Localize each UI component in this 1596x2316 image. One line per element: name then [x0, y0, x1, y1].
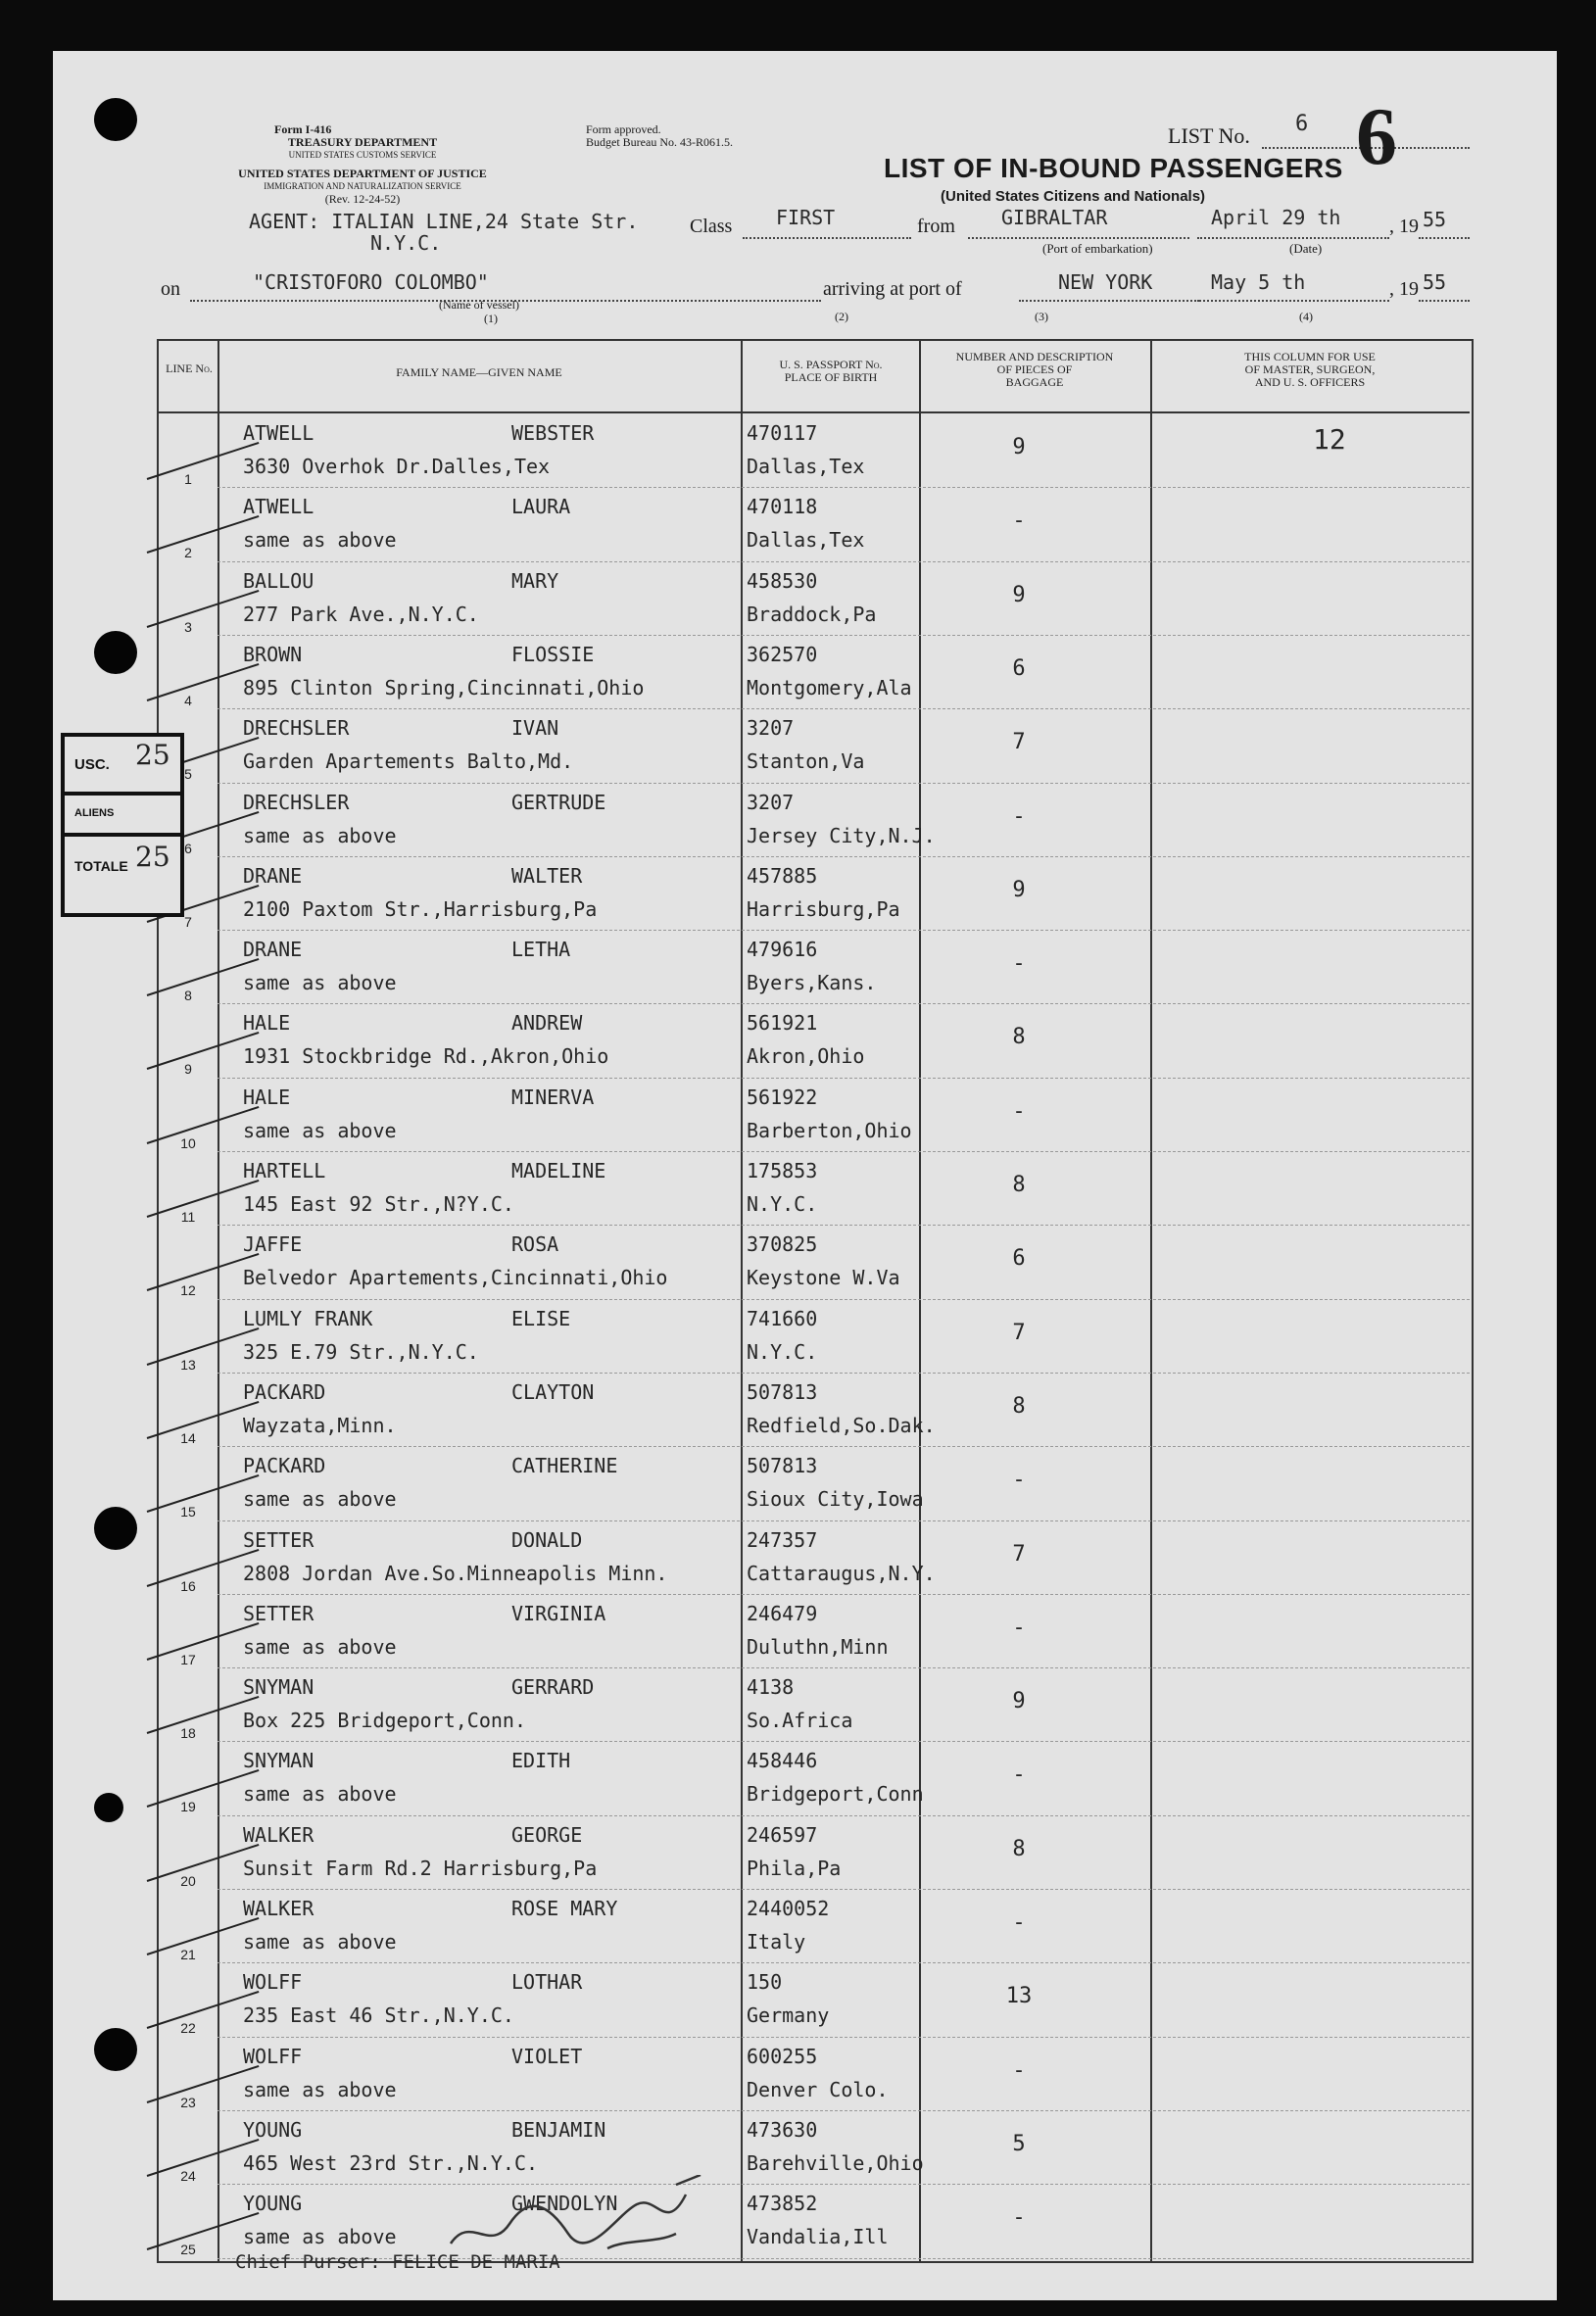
line-number: 10: [180, 1134, 196, 1151]
passport-number: 246479: [747, 1601, 818, 1625]
given-name: ROSA: [511, 1232, 559, 1257]
family-name: DRECHSLER: [243, 790, 350, 814]
family-name: WALKER: [243, 1897, 314, 1920]
given-name: LOTHAR: [511, 1970, 583, 1995]
row-divider: [218, 1594, 1470, 1595]
passport-number: 561922: [747, 1085, 818, 1109]
passport-number: 507813: [747, 1454, 818, 1478]
passport-number: 473630: [747, 2117, 818, 2142]
home-address: 895 Clinton Spring,Cincinnati,Ohio: [243, 675, 645, 700]
family-name: WOLFF: [243, 2044, 303, 2068]
baggage-count: 8: [1012, 1173, 1026, 1197]
on-label: on: [161, 278, 180, 300]
given-name: ANDREW: [511, 1011, 583, 1036]
baggage-header-line2: OF PIECES OF: [996, 362, 1073, 376]
baggage-header-line3: BAGGAGE: [1005, 375, 1064, 389]
passport-header-line1: U. S. PASSPORT No.: [779, 358, 883, 371]
baggage-count: 7: [1012, 1320, 1026, 1345]
family-name: DRANE: [243, 938, 303, 962]
line-number: 6: [184, 840, 192, 856]
row-divider: [218, 1741, 1470, 1742]
place-of-birth: Braddock,Pa: [747, 602, 877, 626]
port-of-embarkation: GIBRALTAR: [1001, 206, 1108, 229]
passport-number: 4138: [747, 1675, 795, 1700]
home-address: Garden Apartements Balto,Md.: [243, 749, 574, 774]
given-name: GEORGE: [511, 1822, 583, 1847]
baggage-count: 9: [1012, 1689, 1026, 1714]
baggage-count: -: [1012, 2205, 1026, 2231]
port-embarkation-caption: (Port of embarkation): [1042, 241, 1153, 256]
line-number: 24: [180, 2167, 196, 2184]
vessel-caption: (Name of vessel): [439, 298, 519, 312]
place-of-birth: Bridgeport,Conn: [747, 1782, 924, 1807]
list-number-label: LIST No.: [1168, 123, 1250, 148]
document-subtitle: (United States Citizens and Nationals): [941, 188, 1206, 205]
officers-header-line3: AND U. S. OFFICERS: [1254, 375, 1366, 389]
place-of-birth: Montgomery,Ala: [747, 675, 912, 700]
row-divider: [218, 708, 1470, 709]
passenger-table: [157, 339, 1474, 2263]
place-of-birth: Denver Colo.: [747, 2077, 889, 2101]
line-number: 18: [180, 1725, 196, 1742]
caption-1: (1): [484, 312, 498, 325]
line-number: 1: [184, 471, 192, 487]
given-name: EDITH: [511, 1749, 571, 1773]
given-name: FLOSSIE: [511, 642, 595, 666]
arrival-date-line: [1199, 300, 1389, 302]
row-divider: [218, 2110, 1470, 2111]
home-address: same as above: [243, 528, 397, 553]
family-name: SNYMAN: [243, 1675, 314, 1700]
home-address: Sunsit Farm Rd.2 Harrisburg,Pa: [243, 1856, 598, 1880]
place-of-birth: Sioux City,Iowa: [747, 1487, 924, 1512]
embark-year-prefix: , 19: [1389, 216, 1419, 237]
line-number: 8: [184, 988, 192, 1004]
place-of-birth: Keystone W.Va: [747, 1266, 900, 1290]
class-field-line: [743, 237, 911, 239]
passport-number: 362570: [747, 642, 818, 666]
baggage-count: 9: [1012, 435, 1026, 459]
arrival-port: NEW YORK: [1058, 270, 1153, 294]
line-number: 21: [180, 1947, 196, 1962]
row-divider: [218, 635, 1470, 636]
baggage-count: 8: [1012, 1393, 1026, 1419]
home-address: 3630 Overhok Dr.Dalles,Tex: [243, 455, 551, 478]
form-approval: [586, 123, 733, 149]
passport-number: 458446: [747, 1749, 818, 1773]
row-divider: [218, 561, 1470, 562]
stamp-total-value: 25: [135, 841, 170, 873]
place-of-birth: Dallas,Tex: [747, 528, 865, 553]
given-name: GERTRUDE: [511, 790, 606, 814]
form-agency-block: [157, 123, 568, 206]
row-divider: [218, 1446, 1470, 1447]
row-divider: [218, 1667, 1470, 1668]
place-of-birth: Germany: [747, 2003, 830, 2028]
family-name: WOLFF: [243, 1970, 303, 1995]
baggage-count: -: [1012, 951, 1026, 977]
arrival-year-line: [1419, 300, 1470, 302]
row-divider: [218, 1520, 1470, 1521]
given-name: WEBSTER: [511, 421, 595, 445]
arriving-label: arriving at port of: [823, 278, 962, 300]
line-number: 22: [180, 2020, 196, 2037]
stamp-usc-label: USC.: [74, 756, 110, 773]
row-divider: [218, 856, 1470, 857]
vessel-name: "CRISTOFORO COLOMBO": [253, 270, 489, 294]
place-of-birth: Italy: [747, 1930, 806, 1954]
given-name: MINERVA: [511, 1085, 595, 1109]
line-number: 15: [180, 1504, 196, 1520]
line-number: 5: [184, 766, 192, 783]
passport-number: 470117: [747, 421, 818, 445]
col-header-line-no: LINE No.: [166, 362, 213, 375]
baggage-count: 8: [1012, 1836, 1026, 1861]
row-divider: [218, 1299, 1470, 1300]
passport-number: 741660: [747, 1306, 818, 1330]
place-of-birth: Vandalia,Ill: [747, 2225, 889, 2249]
passport-number: 370825: [747, 1232, 818, 1257]
class-label: Class: [690, 216, 733, 237]
line-number: 19: [180, 1799, 196, 1815]
baggage-count: 7: [1012, 730, 1026, 755]
given-name: LETHA: [511, 938, 571, 962]
passport-number: 175853: [747, 1159, 818, 1182]
line-number: 9: [184, 1061, 192, 1078]
home-address: 145 East 92 Str.,N?Y.C.: [243, 1192, 514, 1216]
col-header-name: FAMILY NAME—GIVEN NAME: [396, 365, 562, 379]
officers-header-line2: OF MASTER, SURGEON,: [1244, 362, 1376, 376]
family-name: HARTELL: [243, 1159, 326, 1182]
officers-header-line1: THIS COLUMN FOR USE: [1244, 350, 1376, 363]
given-name: GWENDOLYN: [511, 2192, 618, 2216]
col-divider: [218, 339, 219, 2261]
given-name: VIOLET: [511, 2044, 583, 2068]
home-address: same as above: [243, 1634, 397, 1659]
stamp-divider: [65, 833, 180, 837]
given-name: GERRARD: [511, 1675, 595, 1700]
line-number: 20: [180, 1872, 196, 1889]
line-number: 4: [184, 692, 192, 708]
place-of-birth: N.Y.C.: [747, 1339, 818, 1364]
family-name: SNYMAN: [243, 1749, 314, 1773]
family-name: DRECHSLER: [243, 716, 350, 741]
passport-number: 457885: [747, 863, 818, 888]
budget-bureau: Budget Bureau No. 43-R061.5.: [586, 135, 733, 149]
passport-number: 247357: [747, 1527, 818, 1552]
place-of-birth: So.Africa: [747, 1709, 853, 1733]
line-number: 2: [184, 545, 192, 561]
given-name: WALTER: [511, 863, 583, 888]
place-of-birth: Byers,Kans.: [747, 971, 877, 995]
passport-number: 3207: [747, 790, 795, 814]
home-address: same as above: [243, 1118, 397, 1142]
punch-hole: [94, 1793, 123, 1822]
baggage-count: -: [1012, 2057, 1026, 2083]
col-header-officers: [1152, 351, 1468, 389]
passport-number: 2440052: [747, 1897, 830, 1920]
baggage-count: -: [1012, 1098, 1026, 1124]
place-of-birth: Stanton,Va: [747, 749, 865, 774]
family-name: SETTER: [243, 1601, 314, 1625]
given-name: ELISE: [511, 1306, 571, 1330]
treasury-department: TREASURY DEPARTMENT: [287, 135, 438, 149]
punch-hole: [94, 2028, 137, 2071]
passport-number: 458530: [747, 568, 818, 593]
row-divider: [218, 487, 1470, 488]
punch-hole: [94, 1507, 137, 1550]
baggage-count: 6: [1012, 655, 1026, 681]
list-number-large: 6: [1356, 91, 1397, 182]
baggage-header-line1: NUMBER AND DESCRIPTION: [955, 350, 1114, 363]
home-address: same as above: [243, 1487, 397, 1512]
arrival-port-line: [1019, 300, 1199, 302]
given-name: IVAN: [511, 716, 559, 741]
row-divider: [218, 1889, 1470, 1890]
home-address: 2100 Paxtom Str.,Harrisburg,Pa: [243, 896, 598, 921]
purser-signature: [431, 2175, 745, 2263]
baggage-count: 13: [1005, 1984, 1033, 2009]
home-address: 465 West 23rd Str.,N.Y.C.: [243, 2150, 539, 2175]
punch-hole: [94, 631, 137, 674]
home-address: 1931 Stockbridge Rd.,Akron,Ohio: [243, 1044, 609, 1069]
row-divider: [218, 1373, 1470, 1374]
form-approved: Form approved.: [586, 122, 661, 136]
given-name: MADELINE: [511, 1159, 606, 1182]
place-of-birth: N.Y.C.: [747, 1192, 818, 1216]
row-divider: [218, 1225, 1470, 1226]
baggage-count: 6: [1012, 1246, 1026, 1272]
col-header-baggage: [921, 351, 1148, 389]
home-address: 2808 Jordan Ave.So.Minneapolis Minn.: [243, 1561, 668, 1585]
agent-line-2: N.Y.C.: [370, 231, 442, 255]
row-divider: [218, 1078, 1470, 1079]
form-revision: (Rev. 12-24-52): [324, 192, 401, 206]
class-value: FIRST: [776, 206, 836, 229]
place-of-birth: Cattaraugus,N.Y.: [747, 1561, 936, 1585]
line-number: 13: [180, 1356, 196, 1373]
home-address: same as above: [243, 2077, 397, 2101]
home-address: Box 225 Bridgeport,Conn.: [243, 1709, 526, 1733]
home-address: same as above: [243, 1782, 397, 1807]
baggage-count: 9: [1012, 582, 1026, 607]
home-address: same as above: [243, 971, 397, 995]
list-number-small: 6: [1295, 112, 1309, 136]
embarkation-date: April 29 th: [1211, 206, 1341, 229]
passport-number: 561921: [747, 1011, 818, 1036]
given-name: CLAYTON: [511, 1379, 595, 1404]
family-name: PACKARD: [243, 1454, 326, 1478]
line-number: 11: [180, 1209, 196, 1225]
passport-number: 473852: [747, 2192, 818, 2216]
stamp-divider: [65, 792, 180, 796]
baggage-count: 7: [1012, 1541, 1026, 1567]
arrival-date: May 5 th: [1211, 270, 1306, 294]
place-of-birth: Phila,Pa: [747, 1856, 842, 1880]
home-address: 277 Park Ave.,N.Y.C.: [243, 602, 479, 626]
passport-number: 479616: [747, 938, 818, 962]
chief-purser: Chief Purser: FELICE DE MARIA: [235, 2251, 560, 2273]
row-divider: [218, 2037, 1470, 2038]
given-name: MARY: [511, 568, 559, 593]
embark-year-line: [1419, 237, 1470, 239]
baggage-count: -: [1012, 1910, 1026, 1935]
arrival-year: 55: [1423, 270, 1447, 294]
agent-line-1: AGENT: ITALIAN LINE,24 State Str.: [249, 210, 639, 233]
family-name: DRANE: [243, 863, 303, 888]
line-number: 3: [184, 618, 192, 635]
place-of-birth: Duluthn,Minn: [747, 1634, 889, 1659]
row-divider: [218, 1962, 1470, 1963]
row-divider: [218, 2184, 1470, 2185]
family-name: BROWN: [243, 642, 303, 666]
given-name: DONALD: [511, 1527, 583, 1552]
baggage-count: -: [1012, 803, 1026, 829]
baggage-count: 8: [1012, 1025, 1026, 1050]
col-divider: [741, 339, 743, 2261]
passport-number: 150: [747, 1970, 783, 1995]
count-stamp: [61, 733, 184, 917]
home-address: same as above: [243, 823, 397, 847]
passport-number: 3207: [747, 716, 795, 741]
officer-note: 12: [1313, 423, 1346, 456]
family-name: LUMLY FRANK: [243, 1306, 373, 1330]
ins-service: IMMIGRATION AND NATURALIZATION SERVICE: [264, 181, 461, 191]
line-number: 25: [180, 2242, 196, 2258]
caption-2: (2): [835, 310, 848, 323]
col-divider: [1150, 339, 1152, 2261]
place-of-birth: Redfield,So.Dak.: [747, 1413, 936, 1437]
given-name: BENJAMIN: [511, 2117, 606, 2142]
home-address: Wayzata,Minn.: [243, 1413, 397, 1437]
from-field-line: [968, 237, 1189, 239]
justice-department: UNITED STATES DEPARTMENT OF JUSTICE: [238, 167, 487, 180]
family-name: YOUNG: [243, 2117, 303, 2142]
place-of-birth: Akron,Ohio: [747, 1044, 865, 1069]
baggage-count: 9: [1012, 877, 1026, 902]
place-of-birth: Barehville,Ohio: [747, 2150, 924, 2175]
passport-number: 507813: [747, 1379, 818, 1404]
given-name: ROSE MARY: [511, 1897, 618, 1920]
caption-4: (4): [1299, 310, 1313, 323]
baggage-count: -: [1012, 1615, 1026, 1640]
stamp-total-label: TOTALE: [74, 858, 128, 874]
given-name: VIRGINIA: [511, 1601, 606, 1625]
family-name: YOUNG: [243, 2192, 303, 2216]
embark-year: 55: [1423, 208, 1447, 231]
passport-number: 600255: [747, 2044, 818, 2068]
passport-header-line2: PLACE OF BIRTH: [784, 370, 878, 384]
from-label: from: [917, 216, 955, 237]
col-header-passport: [743, 359, 919, 384]
caption-3: (3): [1035, 310, 1048, 323]
place-of-birth: Harrisburg,Pa: [747, 896, 900, 921]
baggage-count: -: [1012, 508, 1026, 534]
line-number: 17: [180, 1651, 196, 1667]
family-name: HALE: [243, 1011, 291, 1036]
family-name: ATWELL: [243, 495, 314, 519]
home-address: same as above: [243, 2225, 397, 2249]
line-number: 7: [184, 913, 192, 930]
home-address: Belvedor Apartements,Cincinnati,Ohio: [243, 1266, 668, 1290]
line-number: 14: [180, 1429, 196, 1446]
col-divider: [919, 339, 921, 2261]
place-of-birth: Dallas,Tex: [747, 455, 865, 478]
row-divider: [218, 1151, 1470, 1152]
embark-date-line: [1197, 237, 1389, 239]
baggage-count: 5: [1012, 2131, 1026, 2156]
passport-number: 246597: [747, 1822, 818, 1847]
family-name: SETTER: [243, 1527, 314, 1552]
place-of-birth: Jersey City,N.J.: [747, 823, 936, 847]
date-caption: (Date): [1289, 241, 1323, 256]
row-divider: [218, 930, 1470, 931]
row-divider: [218, 1815, 1470, 1816]
header-divider: [159, 411, 1470, 413]
place-of-birth: Barberton,Ohio: [747, 1118, 912, 1142]
line-number: 12: [180, 1282, 196, 1299]
family-name: WALKER: [243, 1822, 314, 1847]
home-address: 325 E.79 Str.,N.Y.C.: [243, 1339, 479, 1364]
stamp-usc-value: 25: [135, 739, 170, 771]
given-name: LAURA: [511, 495, 571, 519]
baggage-count: -: [1012, 1468, 1026, 1493]
passport-number: 470118: [747, 495, 818, 519]
arrival-year-prefix: , 19: [1389, 278, 1419, 300]
family-name: JAFFE: [243, 1232, 303, 1257]
home-address: 235 East 46 Str.,N.Y.C.: [243, 2003, 514, 2028]
home-address: same as above: [243, 1930, 397, 1954]
form-number: Form I-416: [274, 122, 332, 136]
family-name: HALE: [243, 1085, 291, 1109]
family-name: ATWELL: [243, 421, 314, 445]
line-number: 23: [180, 2094, 196, 2110]
punch-hole: [94, 98, 137, 141]
baggage-count: -: [1012, 1762, 1026, 1788]
row-divider: [218, 783, 1470, 784]
family-name: BALLOU: [243, 568, 314, 593]
row-divider: [218, 1003, 1470, 1004]
family-name: PACKARD: [243, 1379, 326, 1404]
line-number: 16: [180, 1577, 196, 1594]
stamp-aliens-label: ALIENS: [74, 807, 115, 819]
document-title: LIST OF IN-BOUND PASSENGERS: [884, 153, 1343, 183]
customs-service: UNITED STATES CUSTOMS SERVICE: [288, 150, 437, 160]
given-name: CATHERINE: [511, 1454, 618, 1478]
